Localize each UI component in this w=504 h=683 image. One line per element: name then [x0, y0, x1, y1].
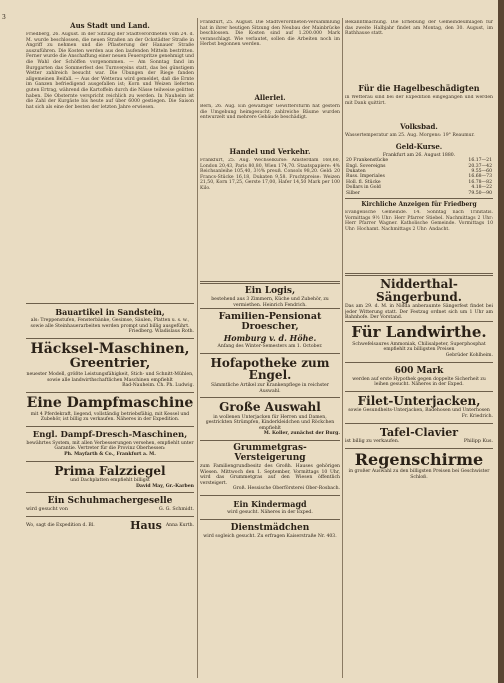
section-heading: Kirchliche Anzeigen für Friedberg [361, 201, 477, 209]
ad-text: ist billig zu verkaufen. [345, 439, 400, 445]
ad-text: Anfang des Winter-Semesters am 1. October. [217, 344, 323, 350]
ad-title: Ein Kindermagd [233, 498, 307, 509]
ad-tafel-clavier [345, 423, 493, 448]
kurse-value: 16.68—73 [468, 174, 492, 180]
kurse-value: 20.37—42 [468, 163, 492, 169]
ad-signer: Ph. Mayfarth & Co., Frankfurt a. M. [64, 451, 156, 457]
ad-title: Engl. Dampf-Dresch-Maschinen, [32, 429, 188, 440]
ad-title: Nidderthal-Sängerbund. [376, 277, 462, 304]
book-spine [498, 0, 504, 683]
section-heading: Volksbad. [400, 122, 438, 131]
ad-regenschirme [345, 448, 493, 484]
column-rule [342, 18, 343, 678]
kurse-name: Silber [346, 190, 360, 196]
ad-text: bestehend aus 3 Zimmern, Küche und Zubehör, zu vermiethen. Heinrich Fendrich. [211, 297, 329, 308]
ad-saengerbund [345, 278, 493, 321]
ad-title: 600 Mark [394, 365, 444, 376]
ad-kindermagd [200, 495, 340, 519]
ad-text: Das am 29. d. M. in Nidda anberaumte Sängerfest findet bei jeder Witterung statt. Der Festzug ordnet sich um 1 Uhr am Bahnhofe. Der Vorstand. [345, 304, 493, 321]
ad-text: Schwefelsaures Ammoniak, Chilisalpeter, Superphosphat empfiehlt zu billigsten Preisen [352, 341, 486, 353]
ad-title: Regenschirme [354, 449, 484, 469]
section-heading: Geld-Kurse. [395, 141, 443, 151]
ad-subtitle: Greentrier, [69, 356, 151, 372]
news-article: Bekanntmachung. Die Erhebung der Gemeindeumlagen für das zweite Halbjahr findet am Montag, den 30. August, im Rathhause statt. [345, 20, 493, 37]
ad-logis [200, 286, 340, 308]
ad-title: Haus [130, 518, 162, 532]
column-3 [345, 20, 493, 484]
kurse-value: 16.78—82 [468, 179, 492, 185]
ad-signer: Friedberg. Wladislaus Roth. [128, 329, 194, 335]
ad-text: in wollenen Unterjacken für Herren und Damen, gestrickten Strümpfen, Kinderkleidchen und Röckchen empfiehlt [205, 414, 335, 431]
news-article: Friedberg, 26. August. In der Sitzung der Stadtverordneten vom 24. d. M. wurde beschlossen, die neuen Straßen an der Ockstädter Straße in Angriff zu nehmen und die Pflasterung der Hanauer Straße auszuführen. Die Kosten werden aus den laufenden Mitteln bestritten. Ferner wurde die Anschaffung einer neuen Feuerspritze genehmigt und die Wahl der Schöffen vorgenommen. — Am Sonntag fand im Burggarten das Sommerfest des Turnvereins statt, das bei günstigem Wetter zahlreich besucht war. Die Übungen der Riege fanden allgemeinen Beifall. — Aus der Wetterau wird gemeldet, daß die Ernte im Ganzen befriedigend ausgefallen ist; Korn und Weizen lieferten guten Ertrag, während die Kartoffeln durch die Nässe teilweise gelitten haben. Die Obsternte verspricht reichlich zu werden. In Nauheim ist die Zahl der Kurgäste bis heute auf über 6000 gestiegen. Die Saison hat sich als eine der besten der letzten Jahre erwiesen. [26, 32, 194, 110]
ad-title: Dienstmädchen [230, 522, 310, 533]
column-2 [200, 20, 340, 542]
ad-landwirthe [345, 321, 493, 362]
kurse-value: 4.18—22 [471, 185, 492, 191]
ad-title: Bauartikel in Sandstein, [55, 307, 165, 317]
ad-title: Hofapotheke zum Engel. [210, 355, 330, 383]
ad-haecksel [26, 338, 194, 392]
ad-600-mark [345, 362, 493, 391]
ad-signer: Gebrüder Kohlheim. [445, 352, 493, 358]
ad-text: werden auf erste Hypothek gegen doppelte Sicherheit zu leihen gesucht. Näheres in der Exped. [352, 376, 486, 388]
ad-text: wird gesucht von [26, 507, 68, 513]
ad-title: Häcksel-Maschinen, [30, 340, 190, 357]
ad-text: Sämmtliche Artikel zur Krankenpflege in reichster Auswahl. [211, 382, 329, 394]
ad-haus [26, 516, 194, 535]
ad-text: als: Treppenstufen, Fensterbänke, Gesimse, Säulen, Platten u. s. w., sowie alle Steinhauerarbeiten werden prompt und billig ausgeführt. [30, 318, 190, 329]
ad-title: Für Landwirthe. [351, 323, 487, 341]
church-notices: Evangelische Gemeinde. 14. Sonntag nach Trinitatis. Vormittags 9½ Uhr: Herr Pfarrer Stiebel. Nachmittags 2 Uhr: Herr Pfarrer Wagner. Katholische Gemeinde. Vormittags 10 Uhr: Hochamt. Nachmittags 2 Uhr: Andacht. [345, 210, 493, 232]
ad-grummetgras [200, 440, 340, 495]
ad-filet-unterjacken [345, 391, 493, 423]
ad-signer: Philipp Kus. [463, 439, 493, 445]
kurse-table [345, 158, 493, 196]
ad-signer: Groß. Hessische Oberförsterei Ober-Rosbach. [232, 486, 340, 492]
ad-signer: G. G. Schmidt. [158, 507, 194, 513]
kurse-name: Russ. Imperiales [346, 174, 385, 180]
ad-text: Wo, sagt die Expedition d. Bl. [26, 522, 95, 528]
news-article: Frankfurt, 25. August. Die Stadtverordneten-Versammlung hat in ihrer heutigen Sitzung den Neubau der Mainbrücke beschlossen. Die Kosten sind auf 1.200.000 Mark veranschlagt. Wie verlautet, sollen die Arbeiten noch im Herbst begonnen werden. [200, 20, 340, 48]
kurse-name: Holl. fl. Stücke [346, 179, 381, 185]
ad-dienstmaedchen [200, 519, 340, 543]
ad-title: Große Auswahl [219, 400, 321, 415]
section-heading: Allerlei. [254, 93, 286, 102]
ad-signer: Anna Kurth. [165, 522, 194, 528]
ad-signer: Fr. Kriedrich. [461, 413, 493, 419]
news-article: Wassertemperatur am 25. Aug. Morgens: 19° Reaumur. [345, 133, 475, 138]
ad-text: in großer Auswahl zu den billigsten Preisen bei Geschwister Schloß. [348, 469, 490, 481]
ad-subtitle: Homburg v. d. Höhe. [223, 333, 317, 344]
kurse-name: Dukaten [346, 169, 366, 174]
ad-signer: David May, Gr.-Karben [136, 483, 194, 489]
ad-dampfmaschine [26, 392, 194, 426]
ad-text: zum Familiengrundbesitz des Großh. Hauses gehörigen Wiesen. Mittwoch den 1. September, Vormittags 10 Uhr, wird das Grummetgras auf den Wiesen öffentlich versteigert. [200, 463, 340, 486]
kurse-name: Dollars in Gold [346, 185, 381, 191]
ad-title: Ein Schuhmachergeselle [47, 496, 173, 507]
section-title: Aus Stadt und Land. [70, 21, 150, 30]
ad-signer: Bad-Nauheim. Ch. Ph. Ludwig. [122, 383, 194, 389]
ad-title: Tafel-Clavier [379, 425, 459, 439]
ad-sandstein [26, 303, 194, 338]
ad-title: Grummetgras-Versteigerung [233, 443, 307, 463]
ad-text: mit 4 Pferdekraft, liegend, vollständig betriebsfähig, mit Kessel und Zubehör, ist billig zu verkaufen. Näheres in der Expedition. [30, 411, 190, 423]
news-article: Bern, 26. Aug. Ein gewaltiger Gewittersturm hat gestern die Umgebung heimgesucht; zahlreiche Bäume wurden entwurzelt und mehrere Gebäude beschädigt. [200, 104, 340, 121]
kurse-name: Engl. Sovereigns [346, 163, 386, 169]
ad-pensionat [200, 308, 340, 353]
ad-signer: M. Koller, zunächst der Burg. [263, 431, 340, 437]
kurse-value: 9.55—60 [471, 169, 492, 174]
news-article: in Wetterau sind bei der Expedition eingegangen und werden mit Dank quittirt. [345, 95, 493, 106]
kurse-subtitle: Frankfurt am 26. August 1880. [382, 152, 456, 158]
ad-text: neuester Modell, größte Leistungsfähigkeit, Stich- und Schnitt-Mühlen, sowie alle landwirthschaftlichen Maschinen empfiehlt [26, 372, 194, 383]
ad-text: und Dachplatten empfiehlt billigst [70, 478, 150, 484]
ad-title: Prima Falzziegel [54, 463, 166, 478]
ad-schuhmacher [26, 492, 194, 516]
ad-text: wird gesucht. Näheres in der Exped. [227, 509, 313, 515]
market-report: Frankfurt, 25. Aug. Wechselkurse: Amsterdam 168,60, London 20,43, Paris 80,80, Wien 174,70. Staatspapiere: 4% Reichsanleihe 105,40, 3½% preuß. Consols 98,20. Geld: 20 Francs-Stücke 16,18, Dukaten 9,58. Fruchtpreise: Weizen 21,50, Korn 17,25, Gerste 17,00, Hafer 14,50 Mark per 100 Kilo. [200, 158, 340, 191]
ad-title: Familien-Pensionat Droescher, [218, 311, 322, 333]
ad-text: sowie Gesundheits-Unterjacken, Badehosen und Unterhosen [348, 408, 490, 414]
kurse-value: 79.50—90 [468, 190, 492, 196]
kurse-value: 16.17—21 [468, 158, 492, 164]
kurse-name: 20 Frankenstücke [346, 158, 389, 164]
page-number: 3 [2, 14, 6, 21]
ad-title: Filet-Unterjacken, [357, 393, 481, 408]
ad-hofapotheke [200, 353, 340, 397]
kurse-row [345, 191, 493, 196]
section-heading: Für die Hagelbeschädigten [358, 83, 480, 93]
section-heading: Handel und Verkehr. [229, 147, 311, 156]
ad-falzziegel [26, 461, 194, 493]
ad-text: wird sogleich gesucht. Zu erfragen Kaiserstraße Nr. 403. [203, 533, 337, 539]
ad-text: bewährtes System, mit allen Verbesserungen versehen, empfiehlt unter Garantie. Vertreter für die Provinz Oberhessen: [26, 440, 194, 452]
ad-auswahl [200, 397, 340, 440]
column-1 [26, 20, 194, 535]
ad-title: Eine Dampfmaschine [26, 394, 194, 411]
ad-title: Ein Logis, [244, 286, 296, 296]
ad-dresch-maschinen [26, 426, 194, 461]
column-rule [197, 18, 198, 678]
